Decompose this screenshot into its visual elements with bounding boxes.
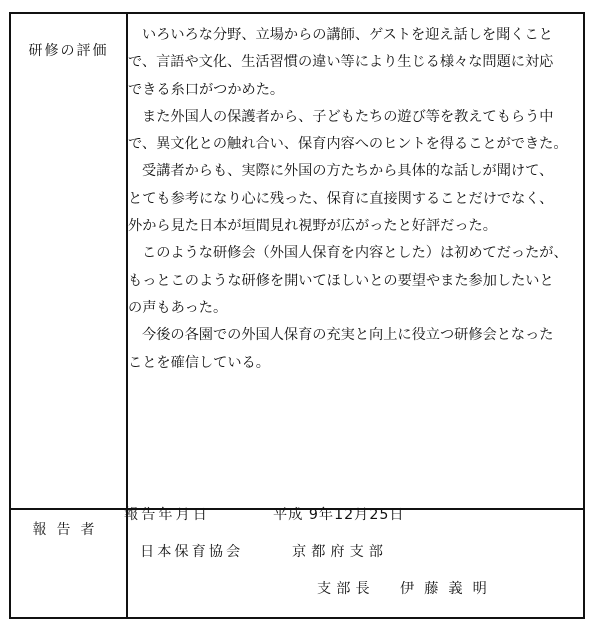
eval-line: で、言語や文化、生活習慣の違い等により生じる様々な問題に対応 <box>128 54 554 71</box>
eval-line: いろいろな分野、立場からの講師、ゲストを迎え話しを聞くこと <box>142 27 553 43</box>
organization-name: 日本保育協会 <box>140 544 244 560</box>
eval-line: ことを確信している。 <box>128 354 270 371</box>
eval-line: 受講者からも、実際に外国の方たちから具体的な話しが聞けて、 <box>142 163 554 180</box>
eval-line: このような研修会（外国人保育を内容とした）は初めてだったが、 <box>142 245 568 262</box>
eval-line: 今後の各園での外国人保育の充実と向上に役立つ研修会となった <box>142 327 554 344</box>
reporter-title: 支部長 <box>317 581 375 597</box>
evaluation-text <box>128 22 568 377</box>
reporter-name: 伊藤義明 <box>400 581 497 597</box>
eval-line: 外から見た日本が垣間見れ視野が広がったと好評だった。 <box>128 218 497 235</box>
eval-line: とても参考になり心に残った、保育に直接関することだけでなく、 <box>128 190 554 207</box>
eval-line: で、異文化との触れ合い、保育内容へのヒントを得ることができた。 <box>128 136 568 153</box>
branch-name: 京都府支部 <box>292 544 388 560</box>
eval-line: もっとこのような研修を開いてほしいとの要望やまた参加したいと <box>128 272 554 289</box>
report-date: 平成 9年12月25日 <box>273 507 405 523</box>
eval-line: また外国人の保護者から、子どもたちの遊び等を教えてもらう中 <box>142 108 554 125</box>
eval-line: できる糸口がつかめた。 <box>128 81 285 98</box>
eval-line: の声もあった。 <box>128 299 228 316</box>
evaluation-label: 研修の評価 <box>28 43 109 59</box>
reporter-label: 報告者 <box>32 522 105 538</box>
report-date-label: 報告年月日 <box>124 507 210 523</box>
